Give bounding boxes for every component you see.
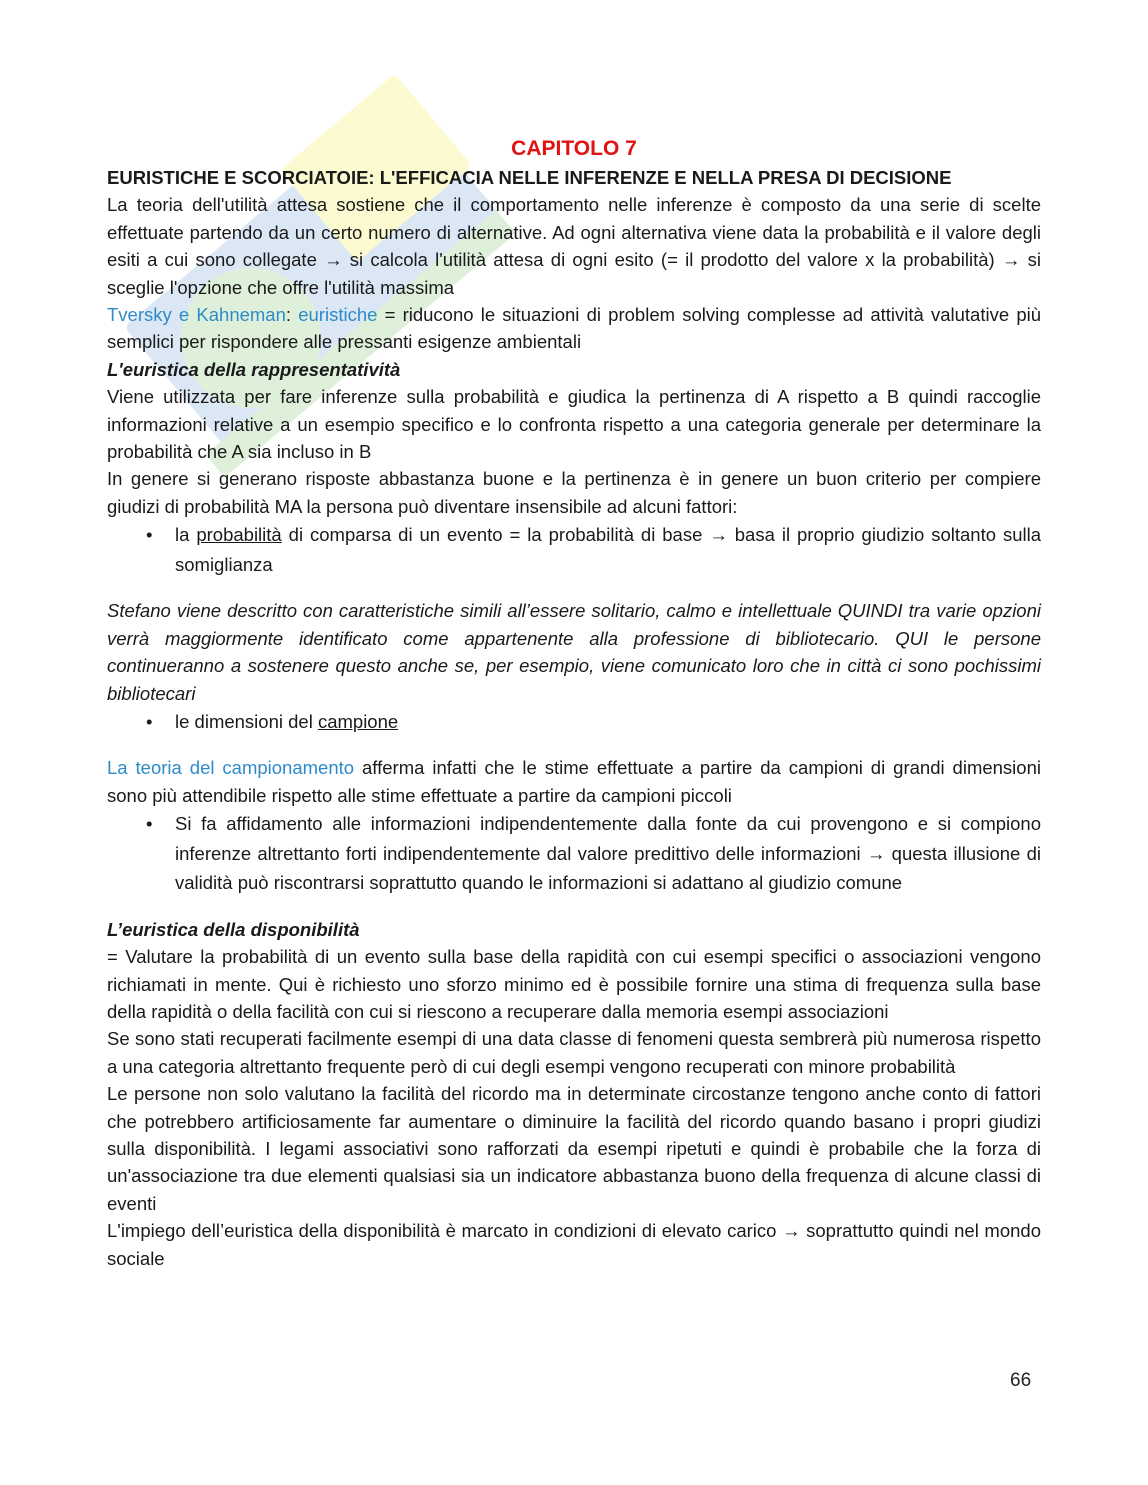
list-item: • Si fa affidamento alle informazioni indipendentemente dalla fonte da cui provengono e si compiono inferenze altrettanto forti indipendentemente dal valore predittivo delle informazioni → questa illusione di validità può riscontrarsi soprattutto quando le informazioni si adattano al giudizio comune bbox=[175, 809, 1041, 898]
disponibilita-p4: L'impiego dell’euristica della disponibilità è marcato in condizioni di elevato carico → soprattutto quindi nel mondo sociale bbox=[107, 1220, 1041, 1269]
campionamento-paragraph: La teoria del campionamento afferma infatti che le stime effettuate a partire da campioni di grandi dimensioni sono più attendibile rispetto alle stime effettuate a partire da campioni piccoli bbox=[107, 757, 1041, 806]
section-subtitle: EURISTICHE E SCORCIATOIE: L'EFFICACIA NELLE INFERENZE E NELLA PRESA DI DECISIONE bbox=[107, 167, 952, 188]
chapter-title: CAPITOLO 7 bbox=[511, 137, 637, 160]
example-paragraph: Stefano viene descritto con caratteristiche simili all’essere solitario, calmo e intellettuale QUINDI tra varie opzioni verrà maggiormente identificato come appartenente alla professione di bibliotecario. QUI le persone continueranno a sostenere questo anche se, per esempio, viene comunicato loro che in città ci sono pochissimi bibliotecari bbox=[107, 600, 1041, 704]
disponibilita-p3: Le persone non solo valutano la facilità del ricordo ma in determinate circostanze tengono anche conto di fattori che potrebbero artificiosamente far aumentare o diminuire la facilità del ricordo quando basano i propri giudizi sulla disponibilità. I legami associativi sono rafforzati da esempi ripetuti e quindi è probabile che la forza di un'associazione tra due elementi qualsiasi sia un indicatore abbastanza buono della frequenza di alcune classi di eventi bbox=[107, 1083, 1041, 1214]
page-content bbox=[107, 134, 1041, 1272]
list-item: • la probabilità di comparsa di un evento = la probabilità di base → basa il proprio giudizio soltanto sulla somiglianza bbox=[175, 520, 1041, 579]
disponibilita-p2: Se sono stati recuperati facilmente esempi di una data classe di fenomeni questa sembrerà più numerosa rispetto a una categoria altrettanto frequente però di cui degli esempi vengono recuperati con minore probabilità bbox=[107, 1028, 1041, 1077]
euristiche-term: euristiche bbox=[298, 304, 378, 326]
authors-link: Tversky e Kahneman bbox=[107, 304, 286, 326]
bullet-list-2 bbox=[107, 707, 1041, 737]
page-number: 66 bbox=[1010, 1370, 1032, 1391]
heading-rappresentativita: L'euristica della rappresentatività bbox=[107, 358, 401, 380]
tversky-paragraph: Tversky e Kahneman: euristiche = riducono le situazioni di problem solving complesse ad attività valutative più semplici per rispondere alle pressanti esigenze ambientali bbox=[107, 304, 1042, 353]
bullet-list-3 bbox=[107, 809, 1041, 898]
intro-paragraph: La teoria dell'utilità attesa sostiene che il comportamento nelle inferenze è composto da una serie di scelte effettuate partendo da un certo numero di alternative. Ad ogni alternativa viene data la probabilità e il valore degli esiti a cui sono collegate → si calcola l'utilità attesa di ogni esito (= il prodotto del valore x la probabilità) → si sceglie l'opzione che offre l'utilità massima bbox=[107, 194, 1041, 298]
heading-disponibilita: L’euristica della disponibilità bbox=[107, 918, 360, 940]
campionamento-term: La teoria del campionamento bbox=[107, 757, 355, 779]
bullet-list-1 bbox=[107, 520, 1041, 579]
rappresentativita-p1: Viene utilizzata per fare inferenze sulla probabilità e giudica la pertinenza di A rispetto a B quindi raccoglie informazioni relative a un esempio specifico e lo confronta rispetto a una categoria generale per determinare la probabilità che A sia incluso in B bbox=[107, 386, 1041, 463]
rappresentativita-p2: In genere si generano risposte abbastanza buone e la pertinenza è in genere un buon criterio per compiere giudizi di probabilità MA la persona può diventare insensibile ad alcuni fattori: bbox=[107, 468, 1041, 517]
disponibilita-p1: = Valutare la probabilità di un evento sulla base della rapidità con cui esempi specifici o associazioni vengono richiamati in mente. Qui è richiesto uno sforzo minimo ed è possibile fornire una stima di frequenza sulla base della rapidità o della facilità con cui si riescono a recuperare dalla memoria esempi associazioni bbox=[107, 946, 1041, 1022]
list-item: • le dimensioni del campione bbox=[175, 707, 1041, 737]
